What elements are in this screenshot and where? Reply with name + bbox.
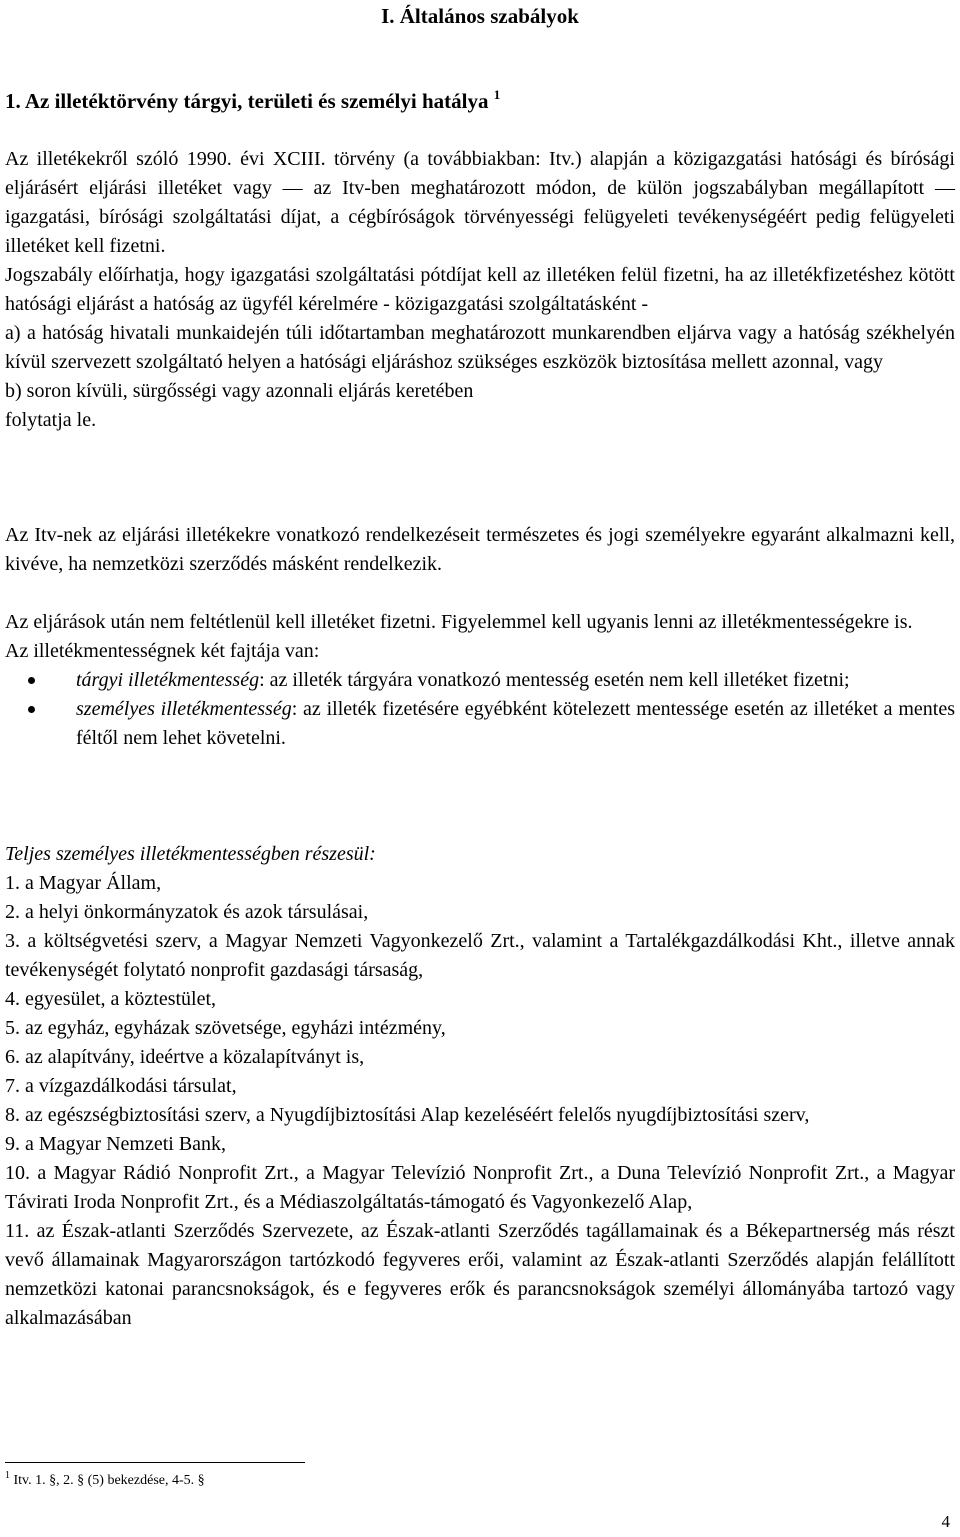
list-item-term: tárgyi illetékmentesség — [76, 669, 260, 691]
list-item: 11. az Észak-atlanti Szerződés Szervezete, az Észak-atlanti Szerződés tagállamainak és a Békepartnerség más részt vevő államainak Magyarországon tartózkodó fegyveres erői, valamint az Észak-atlanti Szerződés alapján felállított nemzetközi katonai parancsnokságok, és e fegyveres erők és parancsnokságok személyi állományába tartozó vagy alkalmazásában — [5, 1220, 955, 1329]
bullet-icon — [28, 677, 35, 684]
list-item: 7. a vízgazdálkodási társulat, — [5, 1075, 237, 1097]
intro-block — [5, 145, 955, 435]
full-exemption-block — [5, 840, 955, 1333]
footnote-divider — [5, 1462, 305, 1463]
intro-paragraph-end: folytatja le. — [5, 409, 97, 431]
list-item: 5. az egyház, egyházak szövetsége, egyházi intézmény, — [5, 1017, 446, 1039]
chapter-title: I. Általános szabályok — [381, 4, 579, 28]
exemption-paragraph-1: Az eljárások után nem feltétlenül kell illetéket fizetni. Figyelemmel kell ugyanis lenni az illetékmentességekre is. — [5, 611, 913, 633]
intro-paragraph-1: Az illetékekről szóló 1990. évi XCIII. törvény (a továbbiakban: Itv.) alapján a közigazgatási hatósági és bírósági eljárásért eljárási illetéket vagy ― az Itv-ben meghatározott módon, de külön jogszabályban megállapított ― igazgatási, bírósági szolgáltatási díjat, a cégbíróságok törvényességi felügyeleti tevékenységéért pedig felügyeleti illetéket kell fizetni. — [5, 148, 955, 257]
list-item — [5, 695, 955, 753]
list-item-text: : az illeték fizetésére egyébként kötelezett mentessége esetén az illetéket a mentes féltől nem lehet követelni. — [76, 698, 955, 749]
full-exemption-heading-text: Teljes személyes illetékmentességben részesül: — [5, 843, 376, 865]
section-title — [5, 87, 500, 115]
list-item: 8. az egészségbiztosítási szerv, a Nyugdíjbiztosítási Alap kezeléséért felelős nyugdíjbiztosítási szerv, — [5, 1104, 810, 1126]
footnote-reference: 1 — [493, 87, 501, 102]
list-item-text: : az illeték tárgyára vonatkozó mentesség esetén nem kell illetéket fizetni; — [259, 669, 850, 691]
footnote-number: 1 — [5, 1470, 10, 1481]
itv-paragraph-block — [5, 521, 955, 579]
list-item: 9. a Magyar Nemzeti Bank, — [5, 1133, 227, 1155]
intro-paragraph-a: a) a hatóság hivatali munkaidején túli időtartamban meghatározott munkarendben eljárva vagy a hatóság székhelyén kívül szervezett szolgáltató helyen a hatósági eljáráshoz szükséges eszközök biztosítása mellett azonnal, vagy — [5, 322, 955, 373]
list-item-term: személyes illetékmentesség — [76, 698, 292, 720]
intro-paragraph-b: b) soron kívüli, sürgősségi vagy azonnali eljárás keretében — [5, 380, 474, 402]
list-item: 2. a helyi önkormányzatok és azok társulásai, — [5, 901, 369, 923]
list-item: 6. az alapítvány, ideértve a közalapítványt is, — [5, 1046, 365, 1068]
itv-paragraph: Az Itv-nek az eljárási illetékekre vonatkozó rendelkezéseit természetes és jogi személyekre egyaránt alkalmazni kell, kivéve, ha nemzetközi szerződés másként rendelkezik. — [5, 524, 955, 575]
list-item: 3. a költségvetési szerv, a Magyar Nemzeti Vagyonkezelő Zrt., valamint a Tartalékgazdálkodási Kht., illetve annak tevékenységét folytató nonprofit gazdasági társaság, — [5, 930, 955, 981]
exemption-paragraph-2: Az illetékmentességnek két fajtája van: — [5, 640, 320, 662]
footnote-text: Itv. 1. §, 2. § (5) bekezdése, 4-5. § — [13, 1473, 205, 1488]
full-exemption-heading — [5, 840, 955, 869]
list-item: 10. a Magyar Rádió Nonprofit Zrt., a Magyar Televízió Nonprofit Zrt., a Duna Televízió Nonprofit Zrt., a Magyar Távirati Iroda Nonprofit Zrt., és a Médiaszolgáltatás-támogató és Vagyonkezelő Alap, — [5, 1162, 955, 1213]
exemption-list — [5, 666, 955, 753]
list-item: 1. a Magyar Állam, — [5, 872, 162, 894]
footnote — [5, 1472, 205, 1490]
exemption-block — [5, 608, 955, 753]
section-title-text: 1. Az illetéktörvény tárgyi, területi és személyi hatálya — [5, 89, 489, 113]
page-number: 4 — [941, 1512, 950, 1531]
intro-paragraph-2: Jogszabály előírhatja, hogy igazgatási szolgáltatási pótdíjat kell az illetéken felül fizetni, ha az illetékfizetéshez kötött hatósági eljárást a hatóság az ügyfél kérelmére - közigazgatási szolgáltatásként - — [5, 264, 955, 315]
list-item — [5, 666, 955, 695]
list-item: 4. egyesület, a köztestület, — [5, 988, 217, 1010]
bullet-icon — [28, 706, 35, 713]
